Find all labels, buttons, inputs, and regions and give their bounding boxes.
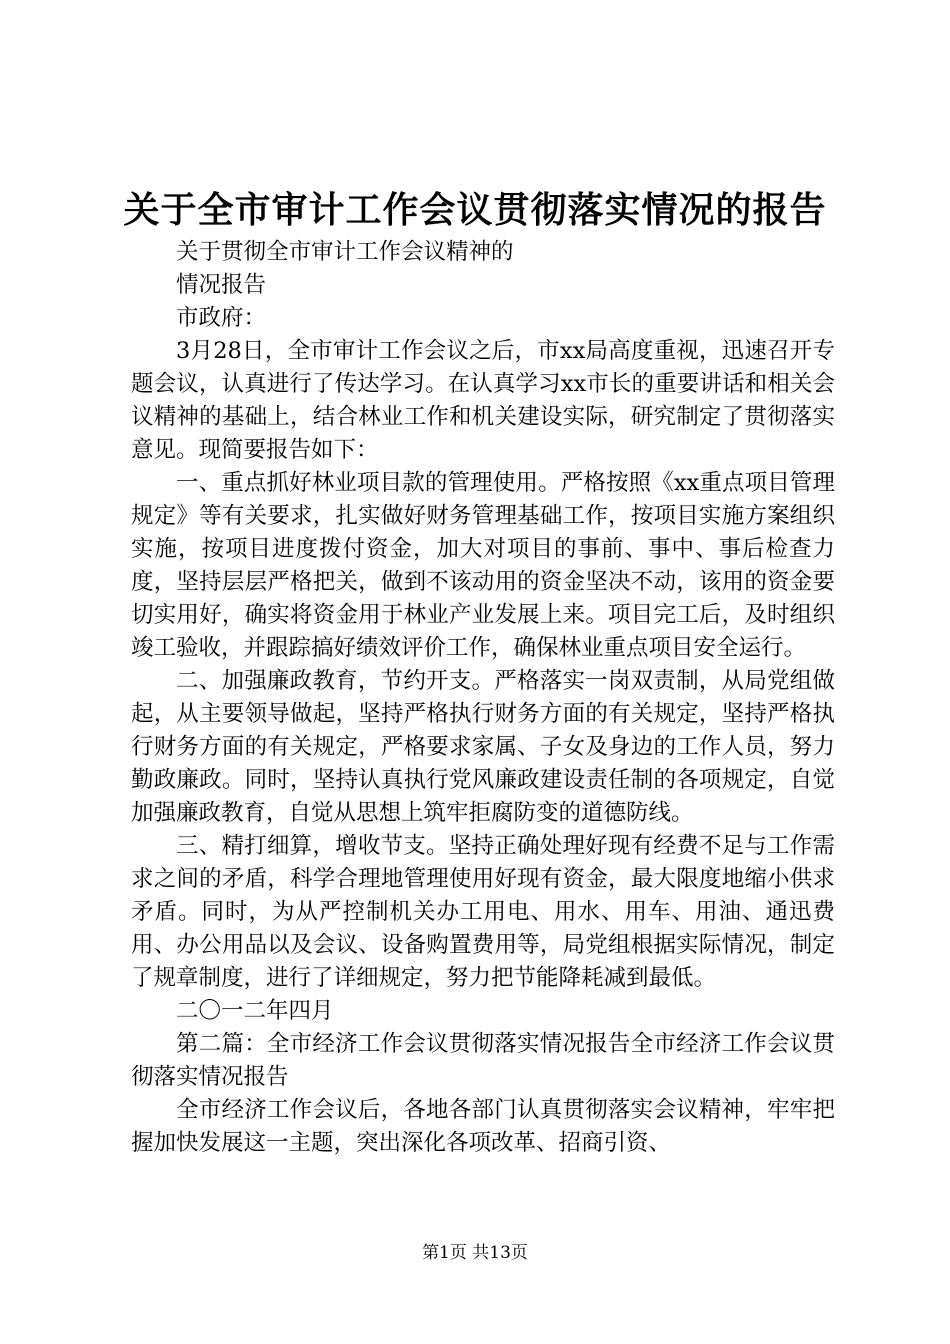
paragraph-section-2: 二、加强廉政教育，节约开支。严格落实一岗双责制，从局党组做起，从主要领导做起，坚持严格执行财务方面的有关规定，坚持严格执行财务方面的有关规定，严格要求家属、子女及身边的工作人员，努力勤政廉政。同时，坚持认真执行党风廉政建设责任制的各项规定，自觉加强廉政教育，自觉从思想上筑牢拒腐防变的道德防线。	[131, 668, 835, 826]
paragraph-section-1: 一、重点抓好林业项目款的管理使用。严格按照《xx重点项目管理规定》等有关要求，扎实做好财务管理基础工作，按项目实施方案组织实施，按项目进度拨付资金，加大对项目的事前、事中、事后检查力度，坚持层层严格把关，做到不该动用的资金坚决不动，该用的资金要切实用好，确实将资金用于林业产业发展上来。项目完工后，及时组织竣工验收，并跟踪搞好绩效评价工作，确保林业重点项目安全运行。	[131, 470, 835, 661]
paragraph-subtitle-line-1: 关于贯彻全市审计工作会议精神的	[176, 239, 514, 265]
paragraph-part-two-body: 全市经济工作会议后，各地各部门认真贯彻落实会议精神，牢牢把握加快发展这一主题，突出深化各项改革、招商引资、	[131, 1097, 835, 1156]
paragraph-part-two-heading: 第二篇：全市经济工作会议贯彻落实情况报告全市经济工作会议贯彻落实情况报告	[131, 1031, 835, 1090]
paragraph-salutation: 市政府：	[176, 305, 267, 331]
paragraph-section-3: 三、精打细算，增收节支。坚持正确处理好现有经费不足与工作需求之间的矛盾，科学合理地管理使用好现有资金，最大限度地缩小供求矛盾。同时，为从严控制机关办工用电、用水、用车、用油、通迅费用、办公用品以及会议、设备购置费用等，局党组根据实际情况，制定了规章制度，进行了详细规定，努力把节能降耗减到最低。	[131, 833, 835, 991]
paragraph-subtitle-line-2: 情况报告	[176, 272, 267, 298]
page-footer: 第1页 共13页	[422, 1243, 528, 1263]
document-body	[131, 236, 835, 1160]
paragraph-intro: 3月28日，全市审计工作会议之后，市xx局高度重视，迅速召开专题会议，认真进行了传达学习。在认真学习xx市长的重要讲话和相关会议精神的基础上，结合林业工作和机关建设实际，研究制定了贯彻落实意见。现简要报告如下：	[131, 338, 835, 463]
document-title: 关于全市审计工作会议贯彻落实情况的报告	[123, 189, 827, 231]
paragraph-date: 二〇一二年四月	[176, 998, 334, 1024]
